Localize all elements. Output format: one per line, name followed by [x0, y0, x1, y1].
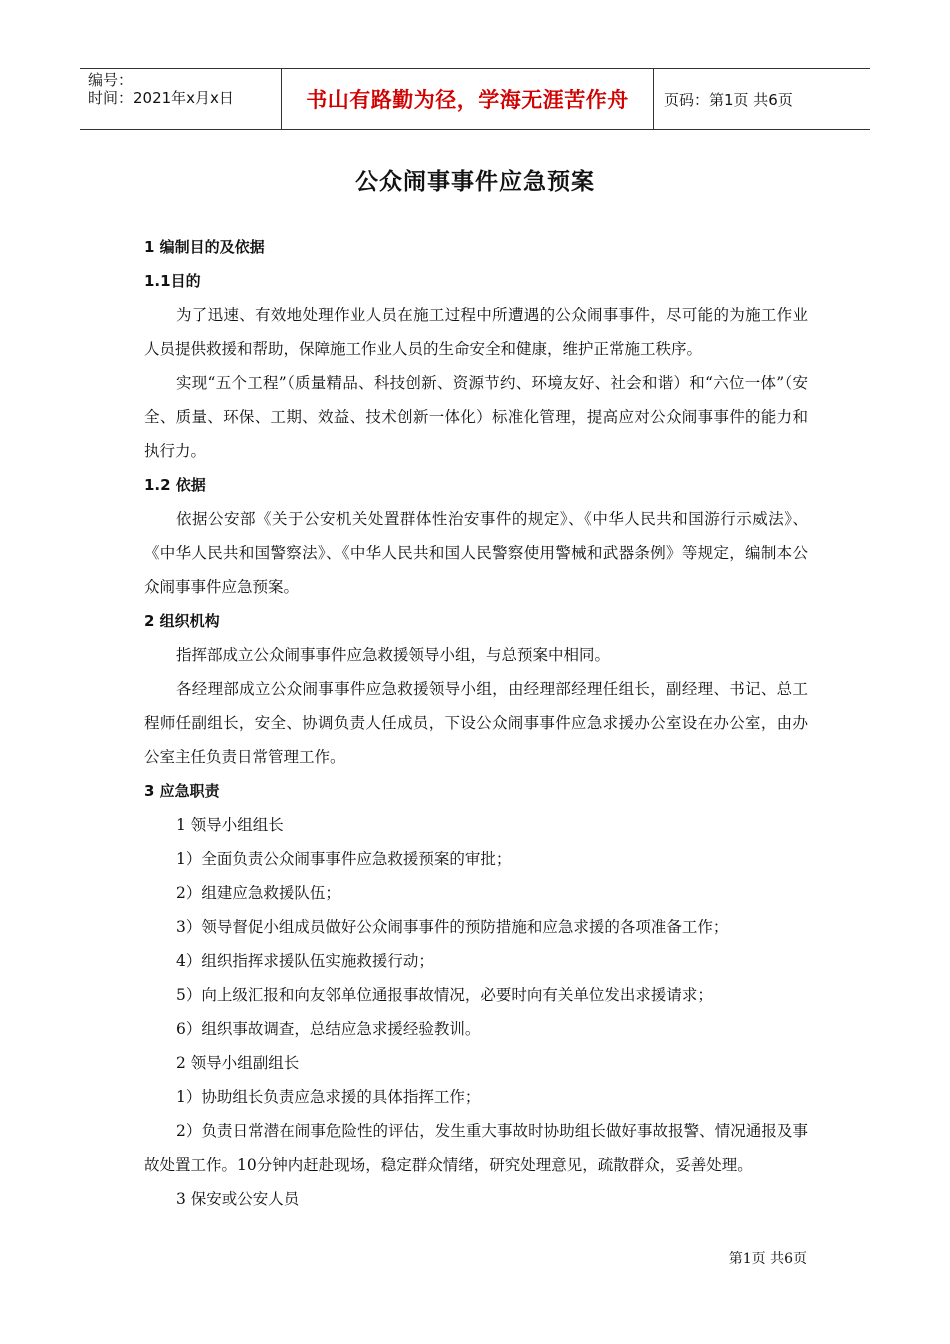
role-1-item: 6）组织事故调查，总结应急求援经验教训。	[176, 1020, 481, 1038]
role-1-title: 1 领导小组组长	[176, 816, 284, 834]
time-label: 时间：2021年x月x日	[88, 89, 234, 107]
section-2-paragraph-2: 各经理部成立公众闹事事件应急救援领导小组，由经理部经理任组长，副经理、书记、总工程师任副组长，安全、协调负责人任成员，下设公众闹事事件应急求援办公室设在办公室，由办公室主任负责日常管理工作。	[144, 680, 808, 766]
header-meta	[80, 69, 282, 129]
header-motto-cell	[282, 69, 654, 129]
section-1-heading: 1 编制目的及依据	[144, 238, 265, 256]
role-1-item: 1）全面负责公众闹事事件应急救援预案的审批；	[176, 850, 512, 868]
section-1-1-paragraph-2: 实现“五个工程”（质量精品、科技创新、资源节约、环境友好、社会和谐）和“六位一体”（安全、质量、环保、工期、效益、技术创新一体化）标准化管理，提高应对公众闹事事件的能力和执行力。	[144, 374, 808, 460]
role-1-item: 4）组织指挥求援队伍实施救援行动；	[176, 952, 434, 970]
section-1-1-paragraph-1: 为了迅速、有效地处理作业人员在施工过程中所遭遇的公众闹事事件，尽可能的为施工作业人员提供救援和帮助，保障施工作业人员的生命安全和健康，维护正常施工秩序。	[144, 306, 808, 358]
document-body	[144, 230, 808, 1216]
code-label: 编号：	[88, 71, 134, 89]
role-1-item: 3）领导督促小组成员做好公众闹事事件的预防措施和应急求援的各项准备工作；	[176, 918, 729, 936]
role-2-item: 1）协助组长负责应急求援的具体指挥工作；	[176, 1088, 481, 1106]
section-1-1-heading: 1.1目的	[144, 272, 201, 290]
role-1-item: 5）向上级汇报和向友邻单位通报事故情况，必要时向有关单位发出求援请求；	[176, 986, 713, 1004]
section-1-2-paragraph: 依据公安部《关于公安机关处置群体性治安事件的规定》、《中华人民共和国游行示威法》、《中华人民共和国警察法》、《中华人民共和国人民警察使用警械和武器条例》等规定，编制本公众闹事事件应急预案。	[144, 510, 808, 596]
role-2-title: 2 领导小组副组长	[176, 1054, 300, 1072]
section-3-heading: 3 应急职责	[144, 782, 220, 800]
role-3-title: 3 保安或公安人员	[176, 1190, 300, 1208]
section-2-paragraph-1: 指挥部成立公众闹事事件应急救援领导小组，与总预案中相同。	[176, 646, 611, 664]
page-label: 页码：第1页 共6页	[664, 90, 793, 109]
role-1-item: 2）组建应急救援队伍；	[176, 884, 341, 902]
section-2-heading: 2 组织机构	[144, 612, 220, 630]
section-1-2-heading: 1.2 依据	[144, 476, 206, 494]
page-footer: 第1页 共6页	[728, 1251, 807, 1267]
header-page-cell	[654, 69, 870, 129]
role-2-item: 2）负责日常潜在闹事危险性的评估，发生重大事故时协助组长做好事故报警、情况通报及事故处置工作。10分钟内赶赴现场，稳定群众情绪，研究处理意见，疏散群众，妥善处理。	[144, 1122, 808, 1174]
page-header	[80, 68, 870, 130]
document-title: 公众闹事事件应急预案	[355, 169, 595, 195]
motto: 书山有路勤为径，学海无涯苦作舟	[306, 88, 629, 112]
